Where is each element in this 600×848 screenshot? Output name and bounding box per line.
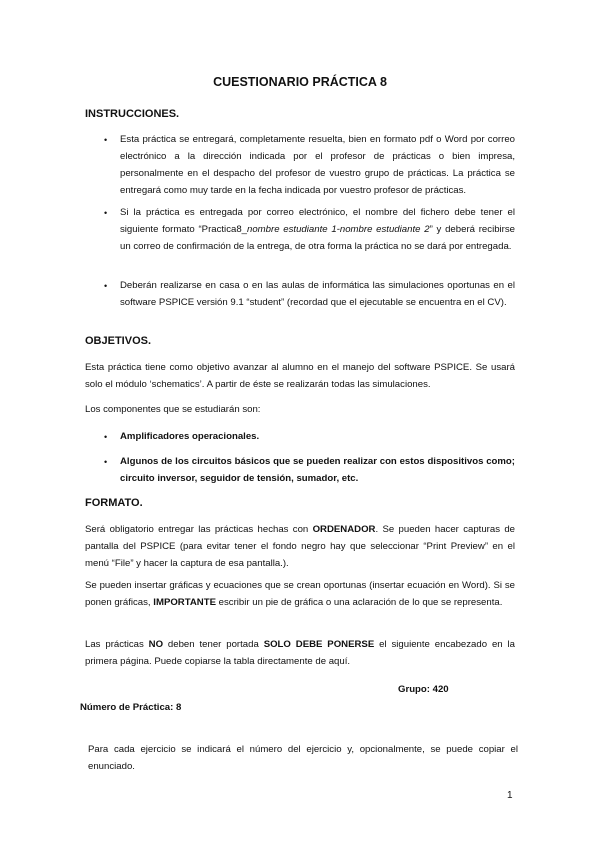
final-note: Para cada ejercicio se indicará el número del ejercicio y, opcionalmente, se puede copiar el enunciado. (88, 744, 518, 772)
bullet-glyph: • (104, 432, 108, 442)
bullet-glyph: • (104, 135, 108, 145)
instrucciones-heading: INSTRUCCIONES. (85, 108, 180, 120)
componente-2: Algunos de los circuitos básicos que se pueden realizar con estos dispositivos como; circuito inversor, seguidor de tensión, sumador, etc. (120, 456, 515, 484)
componentes-intro: Los componentes que se estudiarán son: (85, 404, 261, 415)
instruccion-1: Esta práctica se entregará, completamente resuelta, bien en formato pdf o Word por correo electrónico a la dirección indicada por el profesor de prácticas o bien impresa, personalmente en el despacho del profesor de vuestro grupo de prácticas. La práctica se entregará como muy tarde en la fecha indicada por vuestro profesor de prácticas. (120, 134, 515, 196)
formato-heading: FORMATO. (85, 497, 143, 509)
formato-paragraph-2: Se pueden insertar gráficas y ecuaciones que se crean oportunas (insertar ecuación en Word). Si se ponen gráficas, IMPORTANTE escribir un pie de gráfica o una aclaración de lo que se representa. (85, 580, 515, 608)
componente-1: Amplificadores operacionales. (120, 431, 260, 442)
objetivos-heading: OBJETIVOS. (85, 335, 152, 347)
bullet-glyph: • (104, 208, 108, 218)
formato-paragraph-3: Las prácticas NO deben tener portada SOLO DEBE PONERSE el siguiente encabezado en la primera página. Puede copiarse la tabla directamente de aquí. (85, 639, 515, 667)
instruccion-3: Deberán realizarse en casa o en las aulas de informática las simulaciones oportunas en el software PSPICE versión 9.1 “student” (recordad que el ejecutable se encuentra en el CV). (120, 280, 515, 308)
bullet-glyph: • (104, 281, 108, 291)
numero-practica-label: Número de Práctica: 8 (80, 702, 182, 713)
bullet-glyph: • (104, 457, 108, 467)
grupo-label: Grupo: 420 (398, 684, 449, 695)
page-number: 1 (507, 790, 513, 801)
page-title: CUESTIONARIO PRÁCTICA 8 (213, 75, 387, 89)
formato-paragraph-1: Será obligatorio entregar las prácticas hechas con ORDENADOR. Se pueden hacer capturas de pantalla del PSPICE (para evitar tener el fondo negro hay que seleccionar “Print Preview” en el menú “File” y hacer la captura de esa pantalla.). (85, 524, 515, 569)
objetivos-paragraph: Esta práctica tiene como objetivo avanzar al alumno en el manejo del software PSPICE. Se usará solo el módulo ‘schematics’. A partir de éste se realizarán todas las simulaciones. (85, 362, 515, 390)
instruccion-2: Si la práctica es entregada por correo electrónico, el nombre del fichero debe tener el siguiente formato “Practica8_nombre estudiante 1-nombre estudiante 2” y deberá recibirse un correo de confirmación de la entrega, de otra forma la práctica no se dará por entregada. (120, 207, 515, 252)
